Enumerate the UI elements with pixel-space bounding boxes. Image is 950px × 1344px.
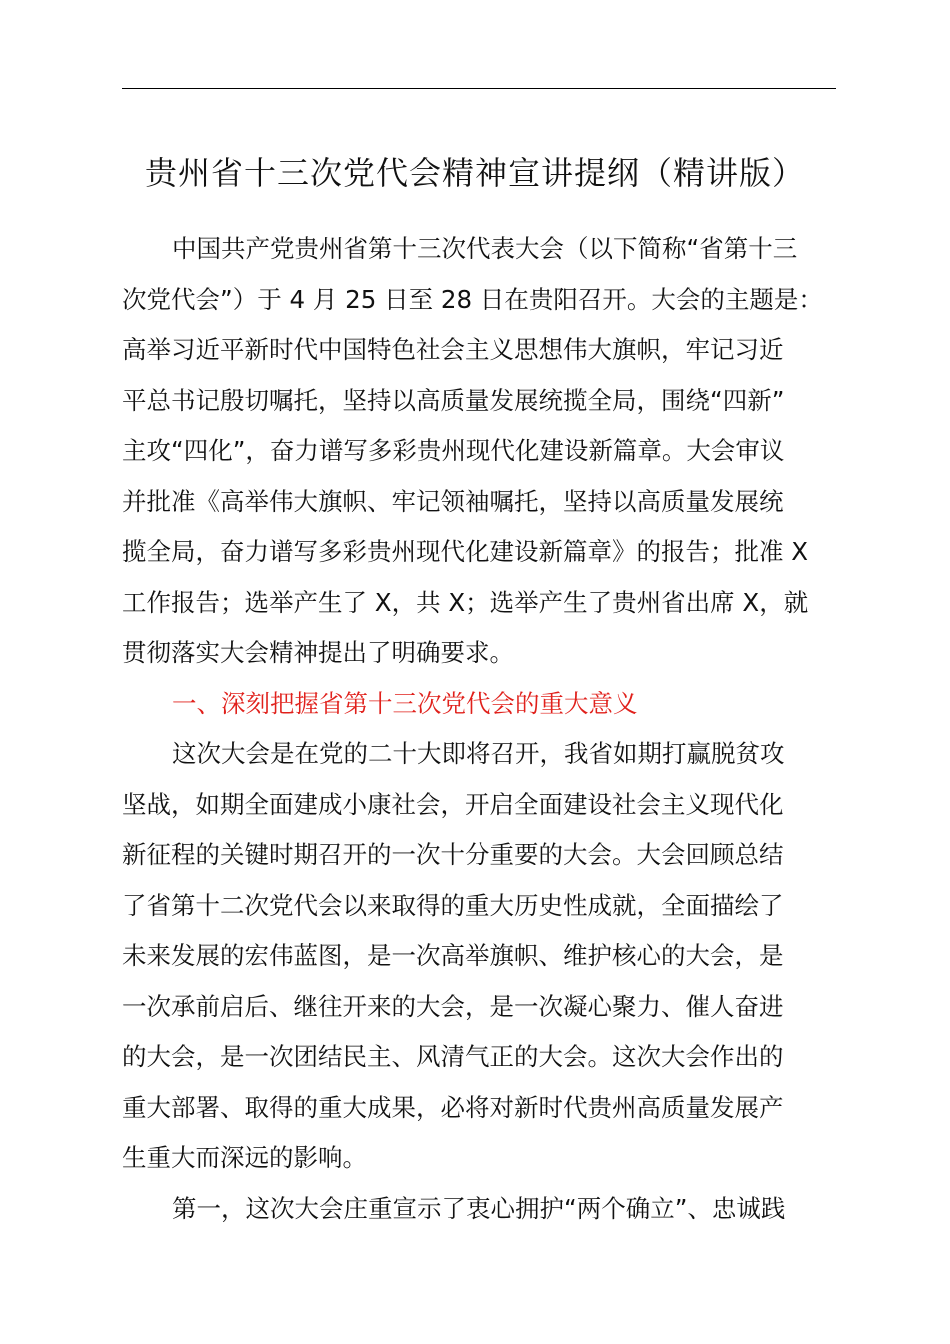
paragraph-line: 并批准《高举伟大旗帜、牢记领袖嘱托，坚持以高质量发展统 — [122, 486, 784, 516]
paragraph-line: 工作报告；选举产生了 X，共 X；选举产生了贵州省出席 X，就 — [122, 587, 809, 617]
paragraph-line: 次党代会”）于 4 月 25 日至 28 日在贵阳召开。大会的主题是： — [122, 284, 823, 314]
paragraph-line: 高举习近平新时代中国特色社会主义思想伟大旗帜，牢记习近 — [122, 335, 784, 364]
paragraph-line: 了省第十二次党代会以来取得的重大历史性成就，全面描绘了 — [122, 890, 784, 920]
paragraph-line: 一次承前启后、继往开来的大会，是一次凝心聚力、催人奋进 — [122, 991, 784, 1021]
paragraph-line: 贯彻落实大会精神提出了明确要求。 — [122, 638, 514, 667]
paragraph-line: 平总书记殷切嘱托，坚持以高质量发展统揽全局，围绕“四新” — [122, 385, 785, 415]
document-body — [122, 224, 842, 1234]
paragraph-line: 第一，这次大会庄重宣示了衷心拥护“两个确立”、忠诚践 — [172, 1193, 786, 1223]
paragraph-line: 中国共产党贵州省第十三次代表大会（以下简称“省第十三 — [172, 234, 798, 263]
paragraph-line: 坚战，如期全面建成小康社会，开启全面建设社会主义现代化 — [122, 789, 784, 819]
paragraph-line: 未来发展的宏伟蓝图，是一次高举旗帜、维护核心的大会，是 — [122, 941, 784, 970]
paragraph-line: 揽全局，奋力谱写多彩贵州现代化建设新篇章》的报告；批准 X — [122, 537, 809, 566]
paragraph-line: 主攻“四化”，奋力谱写多彩贵州现代化建设新篇章。大会审议 — [122, 436, 785, 465]
document-title: 贵州省十三次党代会精神宣讲提纲（精讲版） — [144, 154, 805, 192]
paragraph-line: 重大部署、取得的重大成果，必将对新时代贵州高质量发展产 — [122, 1092, 784, 1122]
paragraph-line: 生重大而深远的影响。 — [122, 1143, 367, 1172]
paragraph-line: 的大会，是一次团结民主、风清气正的大会。这次大会作出的 — [122, 1042, 784, 1071]
section-heading: 一、深刻把握省第十三次党代会的重大意义 — [172, 688, 638, 718]
header-rule — [122, 88, 836, 89]
paragraph-line: 这次大会是在党的二十大即将召开，我省如期打赢脱贫攻 — [172, 739, 785, 768]
paragraph-line: 新征程的关键时期召开的一次十分重要的大会。大会回顾总结 — [122, 840, 784, 869]
